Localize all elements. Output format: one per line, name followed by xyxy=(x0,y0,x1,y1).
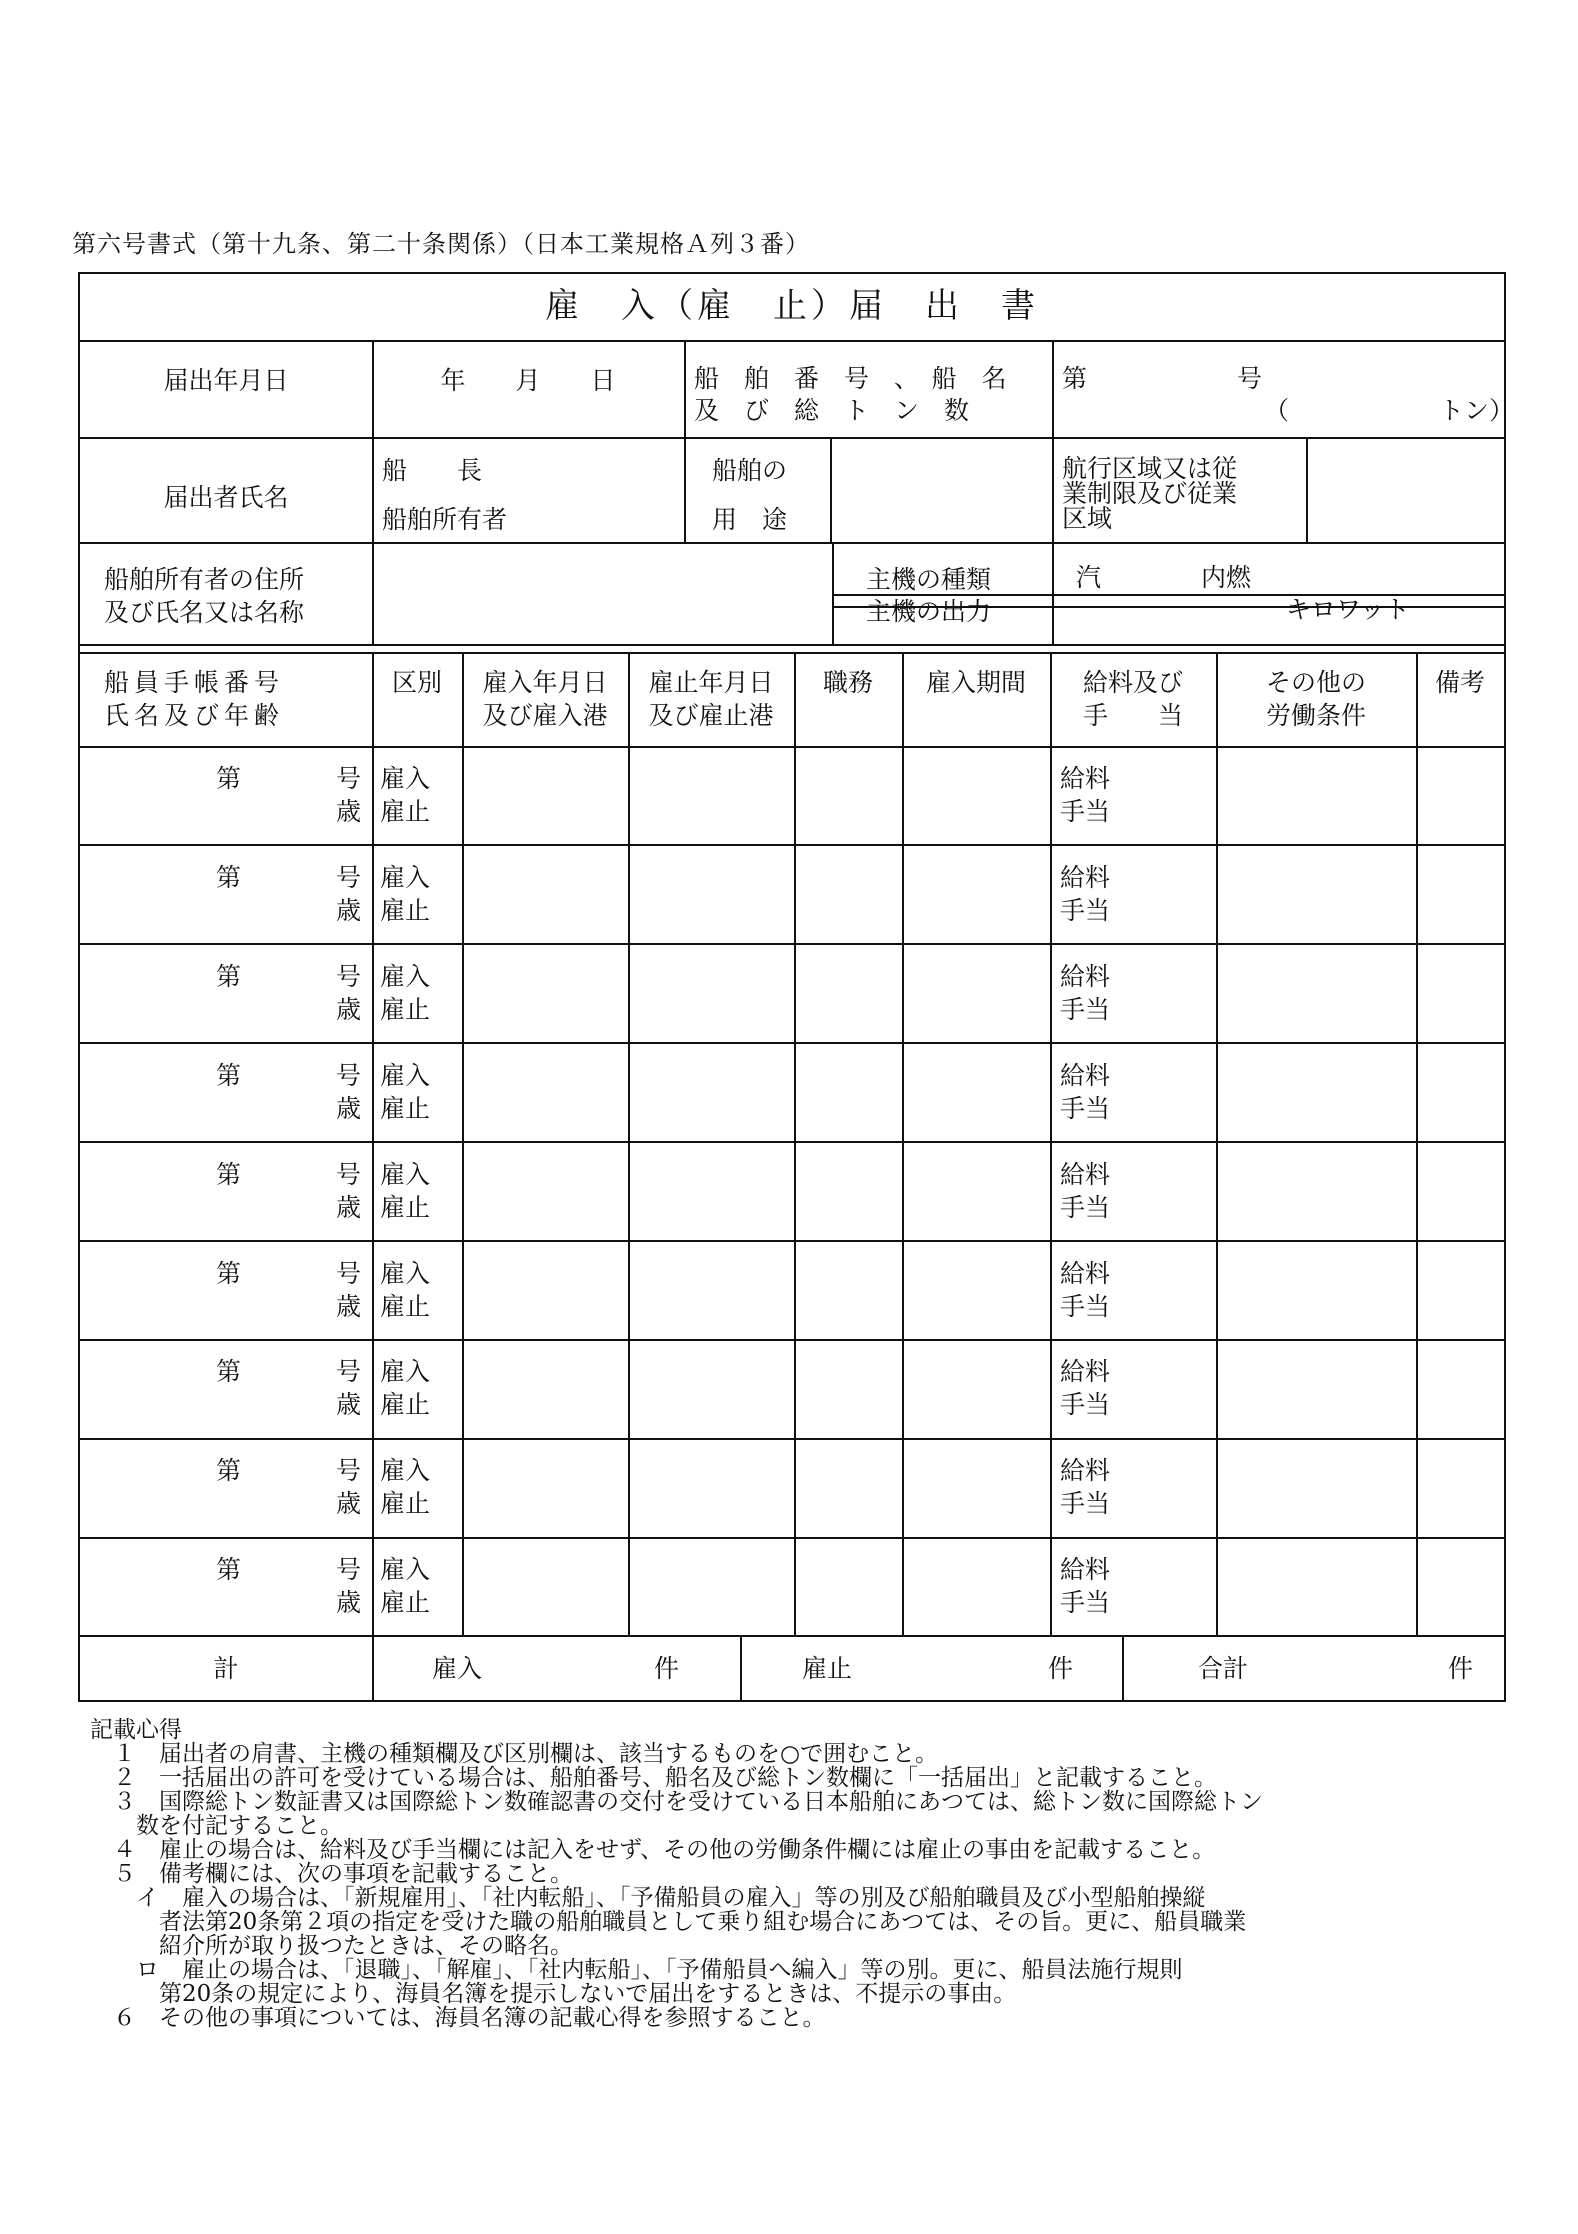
allowance-label: 手当 xyxy=(1060,895,1111,925)
table-row xyxy=(80,1339,1504,1437)
salary-label: 給料 xyxy=(1060,1060,1111,1090)
entry-number-suffix: 号 xyxy=(336,961,362,991)
salary-label: 給料 xyxy=(1060,1456,1111,1486)
hire-option[interactable]: 雇入 xyxy=(380,1159,431,1189)
hire-option[interactable]: 雇入 xyxy=(380,1456,431,1486)
vessel-use-label-1: 船舶の xyxy=(712,456,788,485)
vessel-use-label-2: 用 途 xyxy=(712,505,788,534)
entry-age-suffix: 歳 xyxy=(336,1588,362,1618)
entry-number-prefix: 第 xyxy=(216,1060,242,1090)
entry-number-prefix: 第 xyxy=(216,1159,242,1189)
col-seaman-book-label-1: 船員手帳番号 xyxy=(104,668,285,697)
total-label: 計 xyxy=(213,1654,239,1683)
stop-option[interactable]: 雇止 xyxy=(380,1390,431,1420)
form-title: 雇 入（雇 止）届 出 書 xyxy=(545,286,1039,326)
table-row xyxy=(80,746,1504,844)
col-period-label: 雇入期間 xyxy=(925,668,1026,697)
instruction-line: ４ 雇止の場合は、給料及び手当欄には記入をせず、その他の労働条件欄には雇止の事由を記載すること。 xyxy=(90,1837,1216,1863)
instructions xyxy=(90,1718,1510,2030)
entry-age-suffix: 歳 xyxy=(336,797,362,826)
table-row xyxy=(80,1241,1504,1339)
entry-number-prefix: 第 xyxy=(216,1357,242,1387)
col-category-label: 区別 xyxy=(391,668,442,697)
owner-option[interactable]: 船舶所有者 xyxy=(382,505,508,534)
entry-number-prefix: 第 xyxy=(216,1555,242,1585)
total-stop-unit: 件 xyxy=(1048,1654,1074,1683)
table-row xyxy=(80,1438,1504,1536)
hire-option[interactable]: 雇入 xyxy=(380,862,431,892)
stop-option[interactable]: 雇止 xyxy=(380,1093,431,1123)
stop-option[interactable]: 雇止 xyxy=(380,895,431,925)
date-label: 届出年月日 xyxy=(163,366,289,395)
vessel-label-2: 及 び 総 ト ン 数 xyxy=(694,396,970,425)
entry-number-prefix: 第 xyxy=(216,764,242,793)
table-row xyxy=(80,845,1504,943)
instruction-line: 紹介所が取り扱つたときは、その略名。 xyxy=(90,1933,573,1959)
entry-number-suffix: 号 xyxy=(336,1159,362,1189)
instruction-line: イ 雇入の場合は、「新規雇用」、「社内転船」、「予備船員の雇入」等の別及び船舶職員及び小型船舶操縦 xyxy=(90,1885,1206,1911)
col-hire-date-label-1: 雇入年月日 xyxy=(482,668,608,697)
col-stop-date-label-2: 及び雇止港 xyxy=(648,701,774,730)
col-seaman-book-label-2: 氏名及び年齢 xyxy=(104,701,285,730)
total-stop-label: 雇止 xyxy=(802,1654,853,1683)
salary-label: 給料 xyxy=(1060,1555,1111,1585)
salary-label: 給料 xyxy=(1060,1258,1111,1288)
navigation-area-label-2: 業制限及び従業 xyxy=(1062,479,1238,508)
col-conditions-label-2: 労働条件 xyxy=(1265,701,1366,730)
salary-label: 給料 xyxy=(1060,961,1111,991)
stop-option[interactable]: 雇止 xyxy=(380,994,431,1024)
table-row xyxy=(80,1142,1504,1240)
entry-number-suffix: 号 xyxy=(336,1060,362,1090)
date-field[interactable]: 年 月 日 xyxy=(440,366,616,395)
hire-option[interactable]: 雇入 xyxy=(380,764,431,793)
grand-total-unit: 件 xyxy=(1448,1654,1474,1683)
allowance-label: 手当 xyxy=(1060,1588,1111,1618)
navigation-area-label-3: 区域 xyxy=(1062,504,1113,533)
salary-label: 給料 xyxy=(1060,1159,1111,1189)
entry-age-suffix: 歳 xyxy=(336,994,362,1024)
instruction-line: 者法第20条第２項の指定を受けた職の船舶職員として乗り組む場合にあつては、その旨。更に、船員職業 xyxy=(90,1909,1247,1935)
entry-number-suffix: 号 xyxy=(336,1258,362,1288)
allowance-label: 手当 xyxy=(1060,1093,1111,1123)
entry-age-suffix: 歳 xyxy=(336,1093,362,1123)
entry-age-suffix: 歳 xyxy=(336,1489,362,1519)
stop-option[interactable]: 雇止 xyxy=(380,1489,431,1519)
allowance-label: 手当 xyxy=(1060,797,1111,826)
hire-option[interactable]: 雇入 xyxy=(380,1060,431,1090)
engine-power-label: 主機の出力 xyxy=(866,597,992,626)
entry-number-prefix: 第 xyxy=(216,1258,242,1288)
table-row xyxy=(80,1537,1504,1635)
captain-option[interactable]: 船 長 xyxy=(382,456,483,485)
engine-type-label: 主機の種類 xyxy=(866,565,992,594)
form-number-caption: 第六号書式（第十九条、第二十条関係）（日本工業規格Ａ列３番） xyxy=(72,230,810,258)
instruction-line: １ 届出者の肩書、主機の種類欄及び区別欄は、該当するものを○で囲むこと。 xyxy=(90,1741,939,1767)
allowance-label: 手当 xyxy=(1060,1390,1111,1420)
col-hire-date-label-2: 及び雇入港 xyxy=(482,701,608,730)
allowance-label: 手当 xyxy=(1060,994,1111,1024)
col-stop-date-label-1: 雇止年月日 xyxy=(648,668,774,697)
entry-number-prefix: 第 xyxy=(216,961,242,991)
instruction-line: ロ 雇止の場合は、「退職」、「解雇」、「社内転船」、「予備船員へ編入」等の別。更に、船員法施行規則 xyxy=(90,1957,1183,1983)
engine-type-options[interactable]: 汽 内燃 xyxy=(1076,563,1252,592)
hire-option[interactable]: 雇入 xyxy=(380,1357,431,1387)
hire-option[interactable]: 雇入 xyxy=(380,1555,431,1585)
allowance-label: 手当 xyxy=(1060,1291,1111,1321)
instruction-line: ３ 国際総トン数証書又は国際総トン数確認書の交付を受けている日本船舶にあつては、総トン数に国際総トン xyxy=(90,1789,1263,1815)
navigation-area-label-1: 航行区域又は従 xyxy=(1062,454,1238,483)
entry-number-prefix: 第 xyxy=(216,862,242,892)
allowance-label: 手当 xyxy=(1060,1489,1111,1519)
form-frame xyxy=(78,272,1515,1702)
table-row xyxy=(80,1043,1504,1141)
total-hire-label: 雇入 xyxy=(432,1654,483,1683)
entry-number-prefix: 第 xyxy=(216,1456,242,1486)
instruction-line: 数を付記すること。 xyxy=(90,1813,343,1839)
owner-address-label-1: 船舶所有者の住所 xyxy=(104,565,305,594)
instruction-line: 第20条の規定により、海員名簿を提示しないで届出をするときは、不提示の事由。 xyxy=(90,1981,1017,2007)
stop-option[interactable]: 雇止 xyxy=(380,1192,431,1222)
grand-total-label: 合計 xyxy=(1198,1654,1249,1683)
instruction-line: ６ その他の事項については、海員名簿の記載心得を参照すること。 xyxy=(90,2005,826,2031)
salary-label: 給料 xyxy=(1060,862,1111,892)
entry-age-suffix: 歳 xyxy=(336,1390,362,1420)
hire-option[interactable]: 雇入 xyxy=(380,961,431,991)
applicant-name-label: 届出者氏名 xyxy=(163,483,289,512)
salary-label: 給料 xyxy=(1060,1357,1111,1387)
stop-option[interactable]: 雇止 xyxy=(380,1588,431,1618)
instruction-line: ５ 備考欄には、次の事項を記載すること。 xyxy=(90,1861,573,1887)
salary-label: 給料 xyxy=(1060,764,1111,793)
entry-number-suffix: 号 xyxy=(336,1456,362,1486)
col-remarks-label: 備考 xyxy=(1434,668,1485,697)
allowance-label: 手当 xyxy=(1060,1192,1111,1222)
entry-age-suffix: 歳 xyxy=(336,1291,362,1321)
tonnage-field[interactable]: （ トン） xyxy=(1264,396,1515,425)
entry-number-suffix: 号 xyxy=(336,862,362,892)
table-row xyxy=(80,944,1504,1042)
owner-address-label-2: 及び氏名又は名称 xyxy=(104,598,305,627)
instruction-line: ２ 一括届出の許可を受けている場合は、船舶番号、船名及び総トン数欄に「一括届出」と記載すること。 xyxy=(90,1765,1217,1791)
engine-power-unit: キロワット xyxy=(1286,595,1410,624)
entry-age-suffix: 歳 xyxy=(336,895,362,925)
col-salary-label-1: 給料及び xyxy=(1082,668,1183,697)
col-duty-label: 職務 xyxy=(822,668,873,697)
entry-number-suffix: 号 xyxy=(336,1357,362,1387)
entry-number-suffix: 号 xyxy=(336,764,362,793)
vessel-label-1: 船 舶 番 号 、 船 名 xyxy=(694,364,1007,393)
entry-number-suffix: 号 xyxy=(336,1555,362,1585)
stop-option[interactable]: 雇止 xyxy=(380,1291,431,1321)
col-salary-label-2: 手 当 xyxy=(1082,701,1183,730)
vessel-number-field[interactable]: 第 号 xyxy=(1062,364,1263,393)
entry-age-suffix: 歳 xyxy=(336,1192,362,1222)
stop-option[interactable]: 雇止 xyxy=(380,797,431,826)
col-conditions-label-1: その他の xyxy=(1265,668,1366,697)
instructions-heading: 記載心得 xyxy=(90,1717,182,1743)
total-hire-unit: 件 xyxy=(654,1654,680,1683)
hire-option[interactable]: 雇入 xyxy=(380,1258,431,1288)
